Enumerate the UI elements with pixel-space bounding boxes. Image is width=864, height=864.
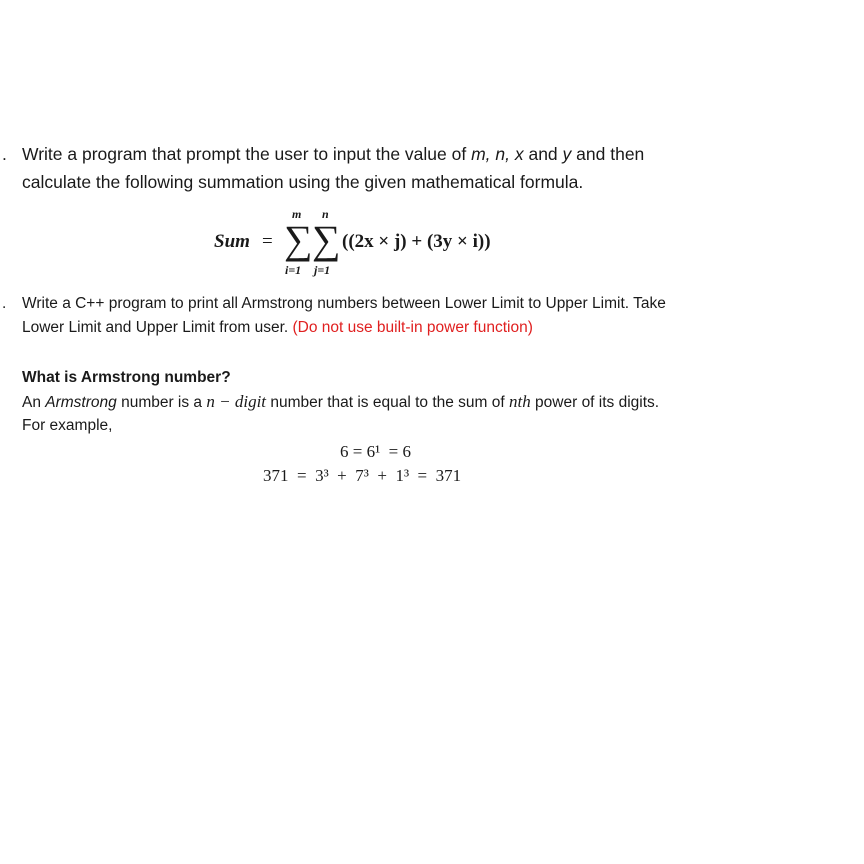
q1-line1-post: and then [571,144,645,164]
q2-red-note: (Do not use built-in power function) [292,319,533,336]
q2-bullet: . [2,295,7,312]
example-label: For example, [22,417,113,434]
def-mid2: number that is equal to the sum of [266,394,509,411]
q1-line1-vars: m, n, x [471,144,524,164]
def-word: Armstrong [45,394,117,411]
def-pre: An [22,394,46,411]
def-math-n-digit: n − digit [206,392,267,411]
sum1-upper-limit: m [292,207,302,221]
armstrong-definition [22,390,659,415]
q1-line1-pre: Write a program that prompt the user to input the value of [22,144,472,164]
sum2-upper-limit: n [322,207,329,221]
q1-line-1 [22,140,644,168]
q2-line-2 [22,316,533,340]
q2-line2-text: Lower Limit and Upper Limit from user. [22,319,293,336]
sigma-symbol-2: ∑ [312,217,341,262]
q1-line1-and: and [523,144,563,164]
example-equation-2: 371 = 3³ + 7³ + 1³ = 371 [263,466,462,485]
q2-line-1: Write a C++ program to print all Armstrong numbers between Lower Limit to Upper Limit. Take [22,295,666,312]
formula-lhs: Sum [214,231,250,252]
example-equation-1: 6 = 6¹ = 6 [340,442,412,461]
formula-body: ((2x × j) + (3y × i)) [342,231,491,252]
q1-line1-y: y [562,144,572,164]
sum1-lower-limit: i=1 [285,263,302,277]
q1-line-2: calculate the following summation using the given mathematical formula. [22,172,584,192]
sum2-lower-limit: j=1 [314,263,331,277]
def-mid: number is a [116,394,207,411]
def-math-nth: nth [509,392,531,411]
formula-equals: = [262,231,273,252]
armstrong-heading: What is Armstrong number? [22,369,231,386]
q1-bullet: . [2,144,7,164]
def-post: power of its digits. [530,394,660,411]
sigma-symbol-1: ∑ [284,217,313,262]
